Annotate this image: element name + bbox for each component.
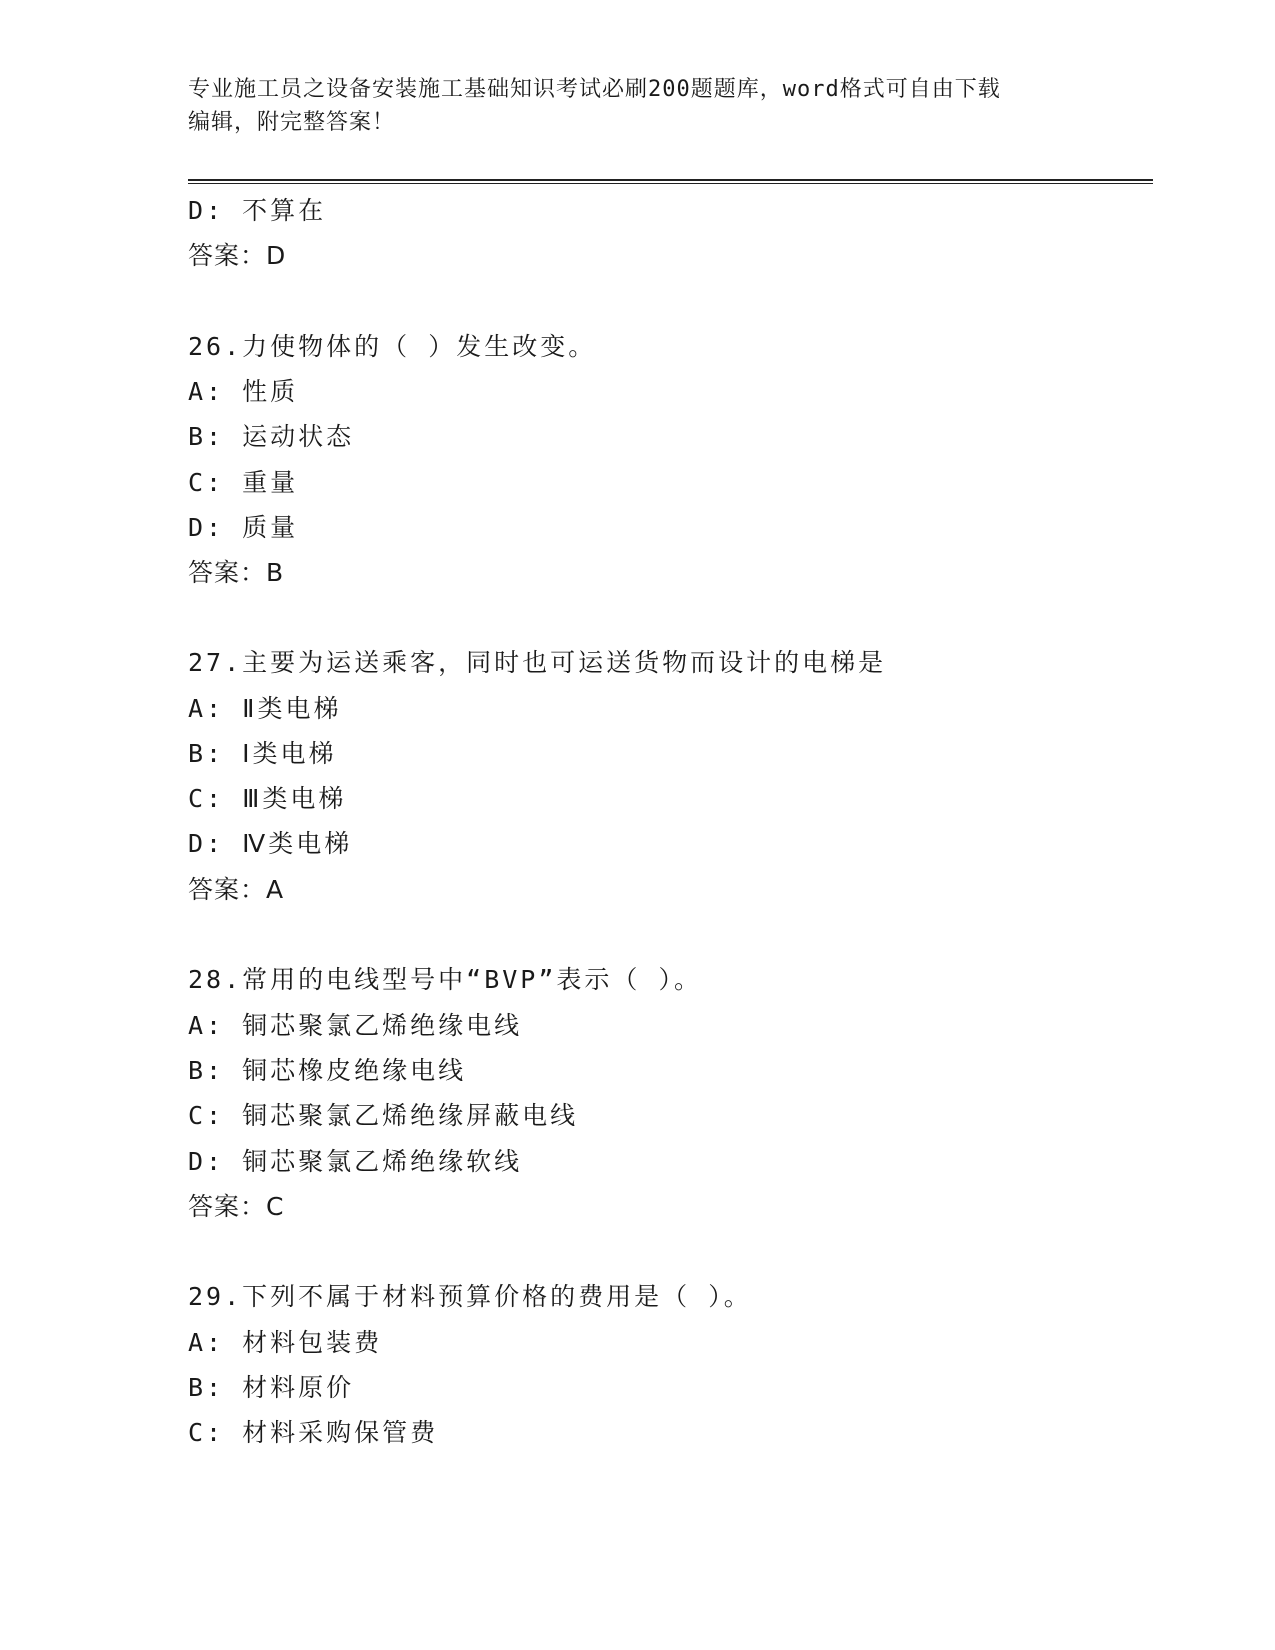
q27-question: 27.主要为运送乘客，同时也可运送货物而设计的电梯是 <box>188 648 887 677</box>
q28-answer: 答案：C <box>188 1192 285 1221</box>
document-header <box>188 73 1088 139</box>
q28-option-d: D: 铜芯聚氯乙烯绝缘软线 <box>188 1147 523 1176</box>
q26-option-a: A: 性质 <box>188 377 299 406</box>
q27-option-d: D: Ⅳ类电梯 <box>188 829 353 858</box>
q29-option-b: B: 材料原价 <box>188 1373 355 1402</box>
q27-answer: 答案：A <box>188 875 285 904</box>
q27-option-a: A: Ⅱ类电梯 <box>188 694 342 723</box>
q26-answer: 答案：B <box>188 558 285 587</box>
header-divider <box>188 179 1153 184</box>
q25-answer: 答案：D <box>188 241 287 270</box>
q26-question: 26.力使物体的（ ）发生改变。 <box>188 332 597 361</box>
q27-option-b: B: Ⅰ类电梯 <box>188 739 337 768</box>
q29-option-a: A: 材料包装费 <box>188 1328 383 1357</box>
q26-option-b: B: 运动状态 <box>188 422 355 451</box>
q28-option-b: B: 铜芯橡皮绝缘电线 <box>188 1056 467 1085</box>
header-title-line-1: 专业施工员之设备安装施工基础知识考试必刷200题题库，word格式可自由下载 <box>188 77 1001 102</box>
q28-option-c: C: 铜芯聚氯乙烯绝缘屏蔽电线 <box>188 1101 579 1130</box>
q29-question: 29.下列不属于材料预算价格的费用是（ ）。 <box>188 1282 752 1311</box>
q28-option-a: A: 铜芯聚氯乙烯绝缘电线 <box>188 1011 523 1040</box>
q29-option-c: C: 材料采购保管费 <box>188 1418 439 1447</box>
q26-option-d: D: 质量 <box>188 513 299 542</box>
q26-option-c: C: 重量 <box>188 468 299 497</box>
q25-option-d: D: 不算在 <box>188 196 327 225</box>
header-title-line-2: 编辑，附完整答案！ <box>188 110 396 135</box>
q28-question: 28.常用的电线型号中“BVP”表示（ ）。 <box>188 965 702 994</box>
q27-option-c: C: Ⅲ类电梯 <box>188 784 347 813</box>
